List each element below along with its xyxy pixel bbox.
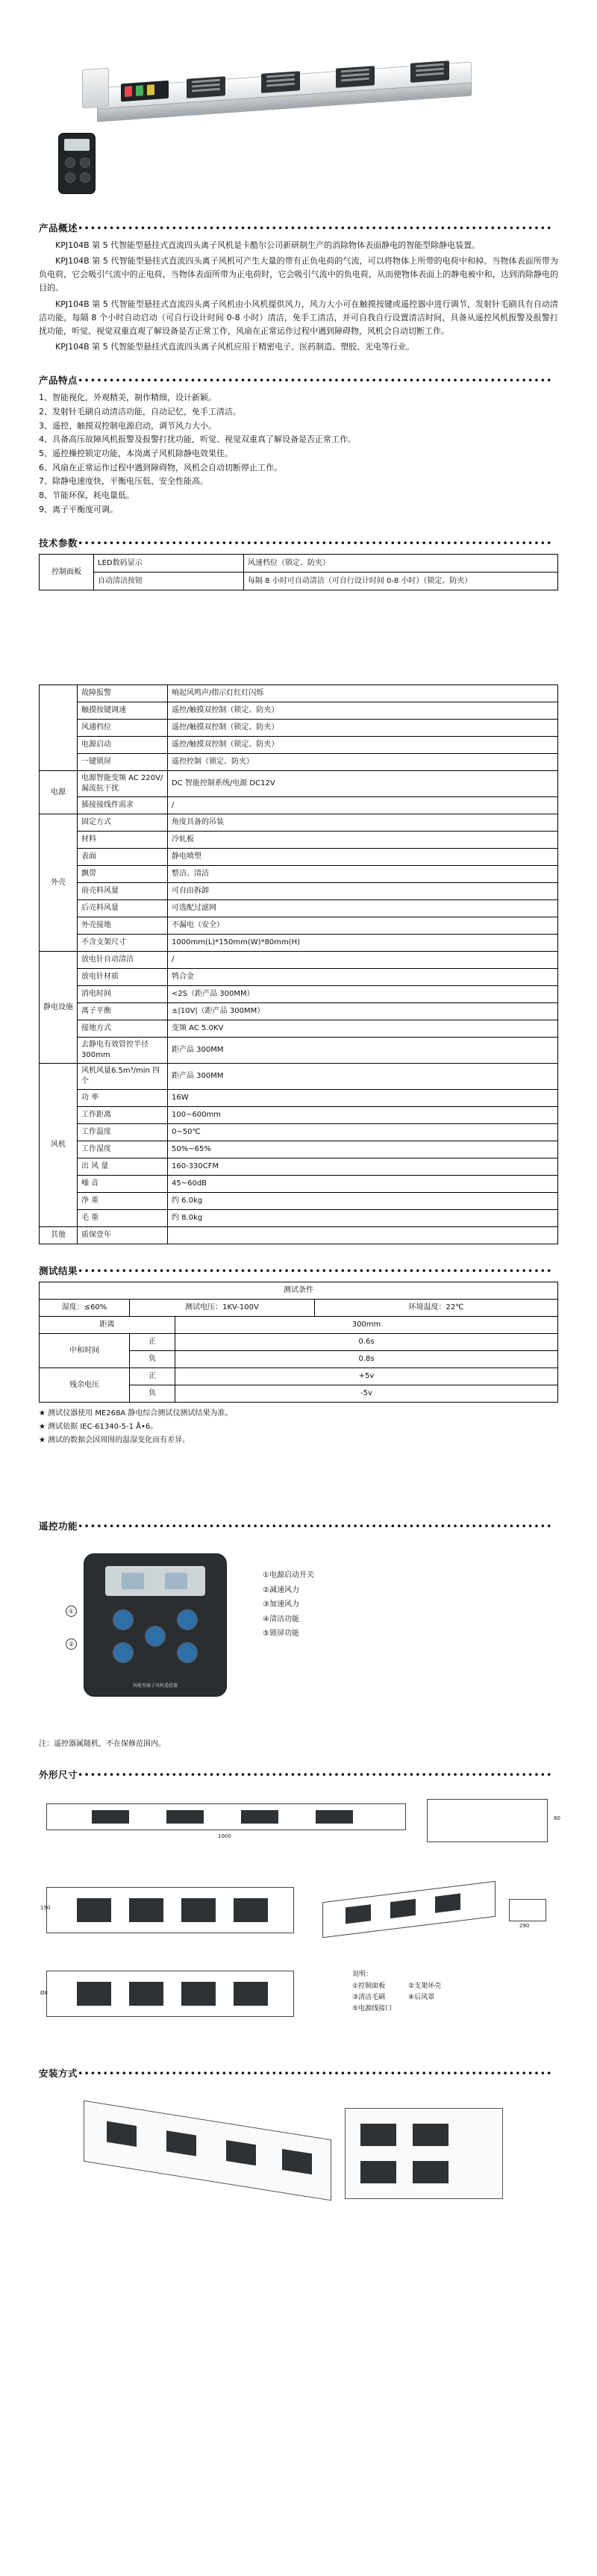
spec-key: 接地方式 <box>78 1020 168 1038</box>
vent-block <box>166 1810 204 1824</box>
spec-value: 可选配过滤网 <box>168 900 558 917</box>
remote-callout-list <box>263 1568 314 1641</box>
spec-value <box>168 1227 558 1244</box>
spec-value: / <box>168 797 558 814</box>
table-row <box>40 1020 558 1038</box>
features-title-text: 产品特点 <box>39 375 78 387</box>
remote-control-large <box>84 1553 227 1697</box>
overview-paragraph-2: KPJ104B 第 5 代智能型悬挂式直流四头离子风机可产生大量的带有正负电荷的气流，可以将物体上所带的电荷中和掉。当物体表面所带为负电荷，它会吸引气流中的正电荷，当物体表面所带为正电荷时，它会吸引气流中的负电荷，从而使物体表面上的静电被中和，达到消除静电的目的。 <box>39 256 558 293</box>
dimension-legend <box>352 1969 441 2015</box>
test-polarity: 正 <box>130 1368 175 1385</box>
params-title-text: 技术参数 <box>39 537 78 549</box>
spec-value: 变频 AC 5.0KV <box>168 1020 558 1038</box>
vent-block <box>77 1982 111 2006</box>
features-title-dots: •••••••••••••••••••••••••••••••••••••••••••••••••••••••••••••••••••••••••••• <box>78 375 553 387</box>
spec-key: 去静电有效管控半径 300mm <box>78 1038 168 1064</box>
table-row <box>40 1124 558 1141</box>
row-value: 风速档位（锁定、防夹） <box>244 555 558 573</box>
table-row <box>40 849 558 866</box>
bracket-detail-drawing <box>509 1899 546 1921</box>
callout-item: ②减速风力 <box>263 1585 299 1594</box>
callout-tag-2: ② <box>66 1638 77 1650</box>
table-row <box>40 1090 558 1107</box>
spec-key: 功 率 <box>78 1090 168 1107</box>
table-row <box>40 1158 558 1176</box>
spec-key: 前壳料风量 <box>78 883 168 900</box>
spec-key: 质保壹年 <box>78 1227 168 1244</box>
table-row <box>40 1141 558 1158</box>
spec-group: 其他 <box>40 1227 78 1244</box>
device-end-cap <box>82 68 109 109</box>
callout-item: ⑤锁屏功能 <box>263 1630 299 1638</box>
spec-key: 风机风量6.5m³/min 四个 <box>78 1064 168 1090</box>
table-row <box>40 754 558 771</box>
spec-value: 遥控控制（锁定、防夹） <box>168 754 558 771</box>
dimension-height-label: 80 <box>554 1815 560 1822</box>
spec-value: 45~60dB <box>168 1176 558 1193</box>
row-key: 自动清洁按钮 <box>94 573 244 590</box>
test-voltage: 测试电压：1KV-100V <box>130 1300 315 1317</box>
test-value: 0.6s <box>175 1334 558 1351</box>
spec-key: 净 重 <box>78 1193 168 1210</box>
table-row <box>40 1038 558 1064</box>
vent-block <box>390 1899 416 1918</box>
section-title-remote <box>39 1519 558 1532</box>
overview-title-dots: •••••••••••••••••••••••••••••••••••••••••••••••••••••••••••••••••••••••••••• <box>78 222 553 234</box>
table-row <box>40 866 558 883</box>
spec-key: 离子平衡 <box>78 1003 168 1020</box>
row-value: 每隔 8 小时可自动清洁（可自行设计时间 0-8 小时）（锁定、防夹） <box>244 573 558 590</box>
callout-item: ④清洁功能 <box>263 1615 299 1624</box>
spec-value: 整洁、清洁 <box>168 866 558 883</box>
test-notes <box>39 1407 558 1447</box>
test-condition-header: 测试条件 <box>40 1282 558 1300</box>
section-title-test <box>39 1264 558 1277</box>
spec-value: 鸨合金 <box>168 969 558 986</box>
indicator-red <box>125 86 132 97</box>
table-row <box>40 1210 558 1227</box>
plan-view-drawing <box>46 1887 294 1933</box>
spec-table-wrap <box>39 684 558 1244</box>
section-title-install <box>39 2066 558 2080</box>
list-item: 8、节能环保，耗电量低。 <box>39 490 134 500</box>
row-key: LED数码显示 <box>94 555 244 573</box>
spec-key: 材料 <box>78 832 168 849</box>
test-distance-label: 距离 <box>40 1317 175 1334</box>
spec-value: 1000mm(L)*150mm(W)*80mm(H) <box>168 935 558 952</box>
vent-block <box>181 1982 216 2006</box>
dimension-bracket-label: 290 <box>519 1923 530 1930</box>
legend-item: ⑤电源线接口 <box>352 2005 393 2013</box>
spec-value: 距产品 300MM <box>168 1038 558 1064</box>
remote-key-2 <box>80 158 90 168</box>
test-results-table <box>39 1282 558 1403</box>
test-polarity: 负 <box>130 1351 175 1368</box>
spec-value: 50%~65% <box>168 1141 558 1158</box>
spec-value: 冷轧板 <box>168 832 558 849</box>
row-group-label: 控制面板 <box>40 555 94 590</box>
spec-key: 放电针材质 <box>78 969 168 986</box>
table-row <box>40 685 558 702</box>
remote-button-power[interactable] <box>113 1609 134 1630</box>
ceiling-panel-left <box>84 2101 331 2201</box>
vent-block <box>166 2131 196 2156</box>
remote-title-dots: •••••••••••••••••••••••••••••••••••••••••••••••••••••••••••••••••••••••••••• <box>78 1521 553 1532</box>
front-view-drawing <box>46 1803 406 1830</box>
spec-key: 毛 重 <box>78 1210 168 1227</box>
remote-diagram <box>39 1546 558 1733</box>
spec-value: 角度具备的吊装 <box>168 814 558 832</box>
list-item: 1、智能视化，外观精美，制作精细，设计新颖。 <box>39 393 216 403</box>
vent-block <box>316 1810 353 1824</box>
table-row <box>40 1176 558 1193</box>
vent-block <box>413 2124 448 2146</box>
params-title-dots: •••••••••••••••••••••••••••••••••••••••••••••••••••••••••••••••••••••••••••• <box>78 537 553 549</box>
overview-paragraph-1: KPJ104B 第 5 代智能型悬挂式直流四头离子风机是卡酷尔公司新研制生产的消除物体表面静电的智能型除静电装置。 <box>55 240 481 250</box>
list-item: 7、除静电速度快，平衡电压低、安全性能高。 <box>39 476 208 487</box>
table-row <box>40 573 558 590</box>
test-note: ★ 测试依据 IEC-61340-5-1 Å•6。 <box>39 1423 158 1432</box>
list-item: 6、风扇在正常运作过程中遇到障碍物，风机会自动切断停止工作。 <box>39 462 282 473</box>
section-title-overview <box>39 221 558 234</box>
overview-paragraph-3: KPJ104B 第 5 代智能型悬挂式直流四头离子风机由小风机提供风力，风力大小可在触摸按键或遥控器中进行调节，发射针毛刷具有自动清洁功能，每隔 8 个小时自动启动（可自行设计时间 0-8 小时）清洁，免手工清洁，并可自我自行设置清洁时间，具备从遥控风机报警及报警打扰功能，听觉、视觉双重直观了解设备是否正常工作，风扇在正常运作过程中遇到障碍物，风机会自动切断工作。 <box>39 299 558 336</box>
spec-value: 160-330CFM <box>168 1158 558 1176</box>
test-distance-value: 300mm <box>175 1317 558 1334</box>
dimension-drawings <box>39 1793 558 2047</box>
vent-block <box>360 2161 396 2183</box>
dimension-row-top <box>39 1793 558 1883</box>
spec-group <box>40 685 78 771</box>
spec-key: 风通档位 <box>78 720 168 737</box>
spec-key: 电源启动 <box>78 737 168 754</box>
spec-group: 外壳 <box>40 814 78 952</box>
table-row <box>40 555 558 573</box>
remote-button-speed-down[interactable] <box>177 1609 198 1630</box>
params-spacer <box>39 590 558 680</box>
vent-block <box>226 2140 256 2165</box>
test-value: 0.8s <box>175 1351 558 1368</box>
installation-diagram <box>39 2090 558 2254</box>
test-polarity: 正 <box>130 1334 175 1351</box>
section-title-params <box>39 536 558 549</box>
spec-key: 工作湿度 <box>78 1141 168 1158</box>
spec-value: 距产品 300MM <box>168 1064 558 1090</box>
vent-block <box>129 1898 163 1922</box>
side-view-drawing <box>427 1799 548 1842</box>
ceiling-panel-right <box>345 2108 503 2199</box>
table-row <box>40 702 558 720</box>
installation-scene <box>84 2098 501 2239</box>
dimension-length-label: 1000 <box>218 1833 231 1840</box>
table-row <box>40 1317 558 1334</box>
spec-value: <2S（距产品 300MM） <box>168 986 558 1003</box>
panel-params-table-wrap <box>39 554 558 590</box>
remote-control-small <box>58 133 96 194</box>
vent-block <box>107 2121 137 2147</box>
test-title-text: 测试结果 <box>39 1265 78 1277</box>
table-row <box>40 969 558 986</box>
spec-value: 遥控/触摸双控制（锁定、防夹） <box>168 737 558 754</box>
table-row <box>40 771 558 797</box>
legend-item: ①控制面板 <box>352 1982 386 1990</box>
test-row-name: 残余电压 <box>40 1368 130 1403</box>
spec-value: 响起风鸣声/指示灯红灯闪烁 <box>168 685 558 702</box>
spec-value: 不漏电（安全） <box>168 917 558 935</box>
spec-value: 约 6.0kg <box>168 1193 558 1210</box>
dimensions-title-dots: •••••••••••••••••••••••••••••••••••••••••••••••••••••••••••••••••••••••••••• <box>78 1769 553 1781</box>
spec-key: 一键锁屏 <box>78 754 168 771</box>
list-item: 9、离子平衡度可调。 <box>39 504 118 514</box>
legend-item: ③清洁毛刷 <box>352 1993 386 2001</box>
remote-digit-1 <box>122 1573 144 1589</box>
table-row <box>40 883 558 900</box>
features-list <box>39 391 558 517</box>
table-row <box>40 737 558 754</box>
vent-block <box>413 2161 448 2183</box>
spec-value: DC 智能控制系统/电源 DC12V <box>168 771 558 797</box>
indicator-yellow <box>147 84 154 96</box>
vent-block <box>234 1898 268 1922</box>
remote-brand-text: 智能型离子风机遥控器 <box>132 1683 178 1689</box>
test-value: +5v <box>175 1368 558 1385</box>
test-polarity: 负 <box>130 1385 175 1403</box>
spec-key: 外壳接地 <box>78 917 168 935</box>
spec-group: 风机 <box>40 1064 78 1227</box>
spec-key: 噪 音 <box>78 1176 168 1193</box>
legend-item: ②支架环壳 <box>408 1982 442 1990</box>
table-row <box>40 952 558 969</box>
table-row <box>40 814 558 832</box>
section-title-features <box>39 373 558 387</box>
remote-digit-2 <box>165 1573 187 1589</box>
dimension-row-middle <box>39 1883 558 1965</box>
spec-value: 约 8.0kg <box>168 1210 558 1227</box>
dimensions-title-text: 外形尺寸 <box>39 1769 78 1781</box>
vent-block <box>282 2149 312 2174</box>
iso-view-drawing <box>322 1881 496 1938</box>
table-row <box>40 1334 558 1351</box>
spec-key: 放电针自动清洁 <box>78 952 168 969</box>
table-row <box>40 720 558 737</box>
vent-block <box>360 2124 396 2146</box>
spec-group: 电源 <box>40 771 78 814</box>
remote-key-1 <box>65 158 75 168</box>
dimension-hole-label: Ø8 <box>40 1990 48 1997</box>
table-row <box>40 917 558 935</box>
list-item: 3、遥控、触摸双控制电源启动，调节风力大小。 <box>39 420 216 431</box>
spec-value: 16W <box>168 1090 558 1107</box>
vent-block <box>435 1894 460 1913</box>
overview-title-text: 产品概述 <box>39 222 78 234</box>
spec-value: 0~50℃ <box>168 1124 558 1141</box>
table-row <box>40 832 558 849</box>
dimension-width-label: 150 <box>40 1905 51 1912</box>
vent-block <box>181 1898 216 1922</box>
test-note: ★ 测试仪器使用 ME268A 静电综合测试仪测试结果为准。 <box>39 1409 233 1418</box>
table-row <box>40 986 558 1003</box>
test-title-dots: •••••••••••••••••••••••••••••••••••••••••••••••••••••••••••••••••••••••••••• <box>78 1265 553 1277</box>
section-title-dimensions <box>39 1768 558 1781</box>
legend-title: 说明： <box>352 1971 373 1979</box>
table-row <box>40 935 558 952</box>
spec-group: 静电设施 <box>40 952 78 1064</box>
vent-block <box>234 1982 268 2006</box>
spec-value: 静电喷塑 <box>168 849 558 866</box>
bottom-view-drawing <box>46 1971 294 2017</box>
datasheet-page <box>0 45 597 2576</box>
spec-key: 固定方式 <box>78 814 168 832</box>
spec-key: 消电时间 <box>78 986 168 1003</box>
spec-value: 可自由拆卸 <box>168 883 558 900</box>
table-row <box>40 1107 558 1124</box>
remote-note: 注：遥控器属随机，不在保修范围内。 <box>39 1740 166 1749</box>
dimension-row-bottom <box>39 1965 558 2047</box>
fan-outlet-1 <box>187 76 225 99</box>
table-row <box>40 797 558 814</box>
spec-key: 表面 <box>78 849 168 866</box>
product-hero <box>0 45 597 202</box>
remote-display-small <box>64 139 90 151</box>
spec-value: 遥控/触摸双控制（锁定、防夹） <box>168 720 558 737</box>
control-panel <box>121 81 169 102</box>
test-row-name: 中和时间 <box>40 1334 130 1368</box>
install-title-text: 安装方式 <box>39 2068 78 2080</box>
table-row <box>40 1282 558 1300</box>
list-item: 2、发射针毛刷自动清洁功能，自动记忆，免手工清洁。 <box>39 406 241 417</box>
vent-block <box>241 1810 278 1824</box>
spec-table <box>39 684 558 1244</box>
remote-button-speed-up[interactable] <box>113 1642 134 1663</box>
table-row <box>40 1193 558 1210</box>
legend-item: ④后风罩 <box>408 1993 435 2001</box>
spec-key: 后壳料风量 <box>78 900 168 917</box>
test-humidity: 湿度：≤60% <box>40 1300 130 1317</box>
list-item: 4、具备高压故障风机报警及报警打扰功能，听觉、视觉双重真了解设备是否正常工作。 <box>39 434 356 445</box>
table-row <box>40 1064 558 1090</box>
table-row <box>40 1368 558 1385</box>
table-row <box>40 900 558 917</box>
callout-tag-1: ① <box>66 1606 77 1617</box>
spec-key: 飘带 <box>78 866 168 883</box>
fan-outlet-4 <box>410 60 449 83</box>
spec-key: 工作温度 <box>78 1124 168 1141</box>
spec-key: 不含支架尺寸 <box>78 935 168 952</box>
spec-value: 100~600mm <box>168 1107 558 1124</box>
spec-key: 触摸按键调速 <box>78 702 168 720</box>
spec-value: 遥控/触摸双控制（锁定、防夹） <box>168 702 558 720</box>
test-value: -5v <box>175 1385 558 1403</box>
callout-item: ①电源启动开关 <box>263 1571 314 1580</box>
spec-key: 出 风 量 <box>78 1158 168 1176</box>
callout-item: ③加速风力 <box>263 1600 299 1609</box>
spec-key: 故障报警 <box>78 685 168 702</box>
ionizing-air-bar-illustration <box>75 52 493 134</box>
remote-button-lock[interactable] <box>145 1626 166 1647</box>
spec-key: 电源智能变频 AC 220V/漏流抗干扰 <box>78 771 168 797</box>
panel-params-table <box>39 554 558 590</box>
spec-key: 插接接线件需求 <box>78 797 168 814</box>
indicator-green <box>136 85 143 96</box>
spec-value: / <box>168 952 558 969</box>
fan-outlet-2 <box>261 71 300 93</box>
remote-button-clean[interactable] <box>177 1642 198 1663</box>
vent-block <box>77 1898 111 1922</box>
spec-value: ±|10V|（距产品 300MM） <box>168 1003 558 1020</box>
table-row <box>40 1300 558 1317</box>
remote-key-3 <box>65 172 75 183</box>
remote-key-4 <box>80 172 90 183</box>
table-row <box>40 1227 558 1244</box>
vent-block <box>92 1810 129 1824</box>
fan-outlet-3 <box>336 66 375 88</box>
spec-key: 工作距离 <box>78 1107 168 1124</box>
install-title-dots: •••••••••••••••••••••••••••••••••••••••••••••••••••••••••••••••••••••••••••• <box>78 2068 553 2080</box>
vent-block <box>129 1982 163 2006</box>
remote-display <box>105 1566 205 1596</box>
test-note: ★ 测试的数据会因周围的温湿变化而有差异。 <box>39 1436 190 1445</box>
test-spacer <box>39 1447 558 1500</box>
list-item: 5、遥控操控锁定功能，本岗离子风机除静电效果佳。 <box>39 448 233 458</box>
table-row <box>40 1003 558 1020</box>
vent-block <box>346 1905 371 1924</box>
test-temperature: 环境温度：22℃ <box>314 1300 557 1317</box>
remote-title-text: 遥控功能 <box>39 1521 78 1532</box>
overview-paragraph-4: KPJ104B 第 5 代智能型悬挂式直流四头离子风机应用于精密电子、医药制造、塑胶、光电等行业。 <box>55 341 415 352</box>
